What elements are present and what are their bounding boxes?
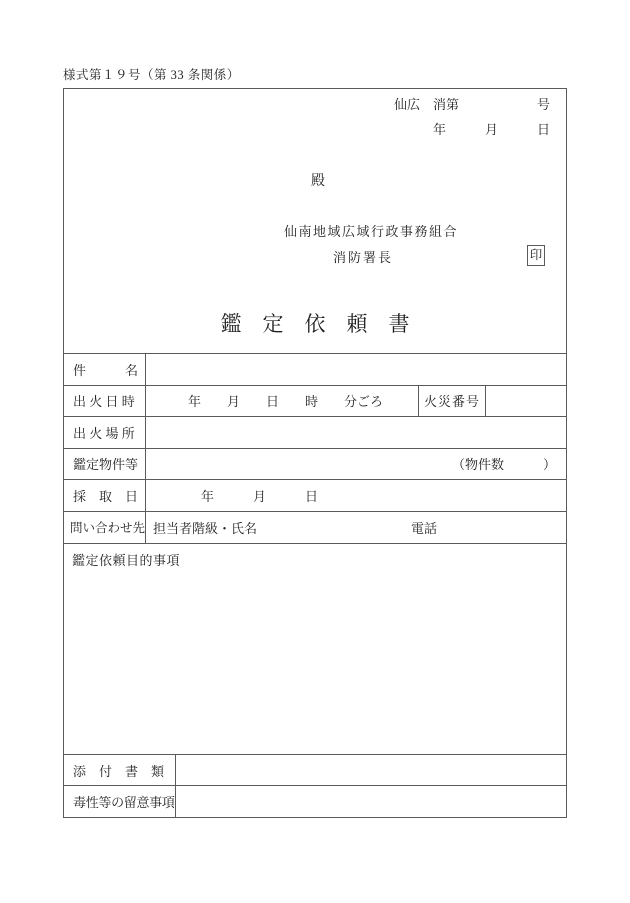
addressee-honorific: 殿 — [311, 174, 325, 189]
sender-title: 消防署長 — [333, 250, 394, 265]
appraisal-items-label: 鑑定物件等 — [64, 449, 146, 479]
fire-location-value-area — [146, 417, 566, 448]
form-border-box — [63, 88, 567, 818]
row-contact — [64, 511, 566, 543]
form-table — [64, 353, 566, 817]
contact-label: 問い合わせ先 — [64, 512, 146, 543]
contact-person-label: 担当者階級・氏名 — [153, 520, 258, 536]
form-title: 鑑 定 依 頼 書 — [220, 312, 410, 336]
sampling-date-value-area: 年 月 日 — [201, 488, 319, 504]
contact-value-area — [146, 512, 566, 543]
organization-name: 仙南地域広域行政事務組合 — [284, 224, 459, 239]
sampling-date-label: 採 取 日 — [64, 480, 146, 511]
fire-datetime-label: 出 火 日 時 — [64, 386, 146, 416]
toxicity-notes-label: 毒性等の留意事項 — [64, 786, 176, 817]
document-number-line: 仙広 消第 号 — [393, 97, 550, 112]
purpose-label: 鑑定依頼目的事項 — [72, 552, 181, 568]
form-style-caption: 様式第１９号（第 33 条関係） — [63, 68, 240, 82]
row-subject — [64, 353, 566, 385]
row-sampling-date — [64, 479, 566, 511]
row-fire-datetime — [64, 385, 566, 416]
subject-value-area — [146, 354, 566, 385]
appraisal-items-count-note: （物件数 ） — [451, 457, 556, 473]
contact-phone-label: 電話 — [411, 520, 438, 536]
attachments-value-area — [176, 755, 566, 785]
date-line: 年 月 日 — [432, 122, 550, 137]
row-fire-location — [64, 416, 566, 448]
subject-label: 件 名 — [64, 354, 146, 385]
toxicity-notes-value-area — [176, 786, 566, 817]
fire-datetime-value-area: 年 月 日 時 分ごろ — [188, 394, 384, 410]
row-attachments — [64, 754, 566, 785]
attachments-label: 添 付 書 類 — [64, 755, 176, 785]
row-toxicity-notes — [64, 785, 566, 817]
row-purpose — [64, 543, 566, 755]
row-appraisal-items — [64, 448, 566, 479]
seal-placeholder: 印 — [527, 245, 545, 266]
fire-number-label: 火災番号 — [418, 386, 485, 416]
fire-number-value-area — [485, 386, 566, 416]
fire-location-label: 出 火 場 所 — [64, 417, 146, 448]
